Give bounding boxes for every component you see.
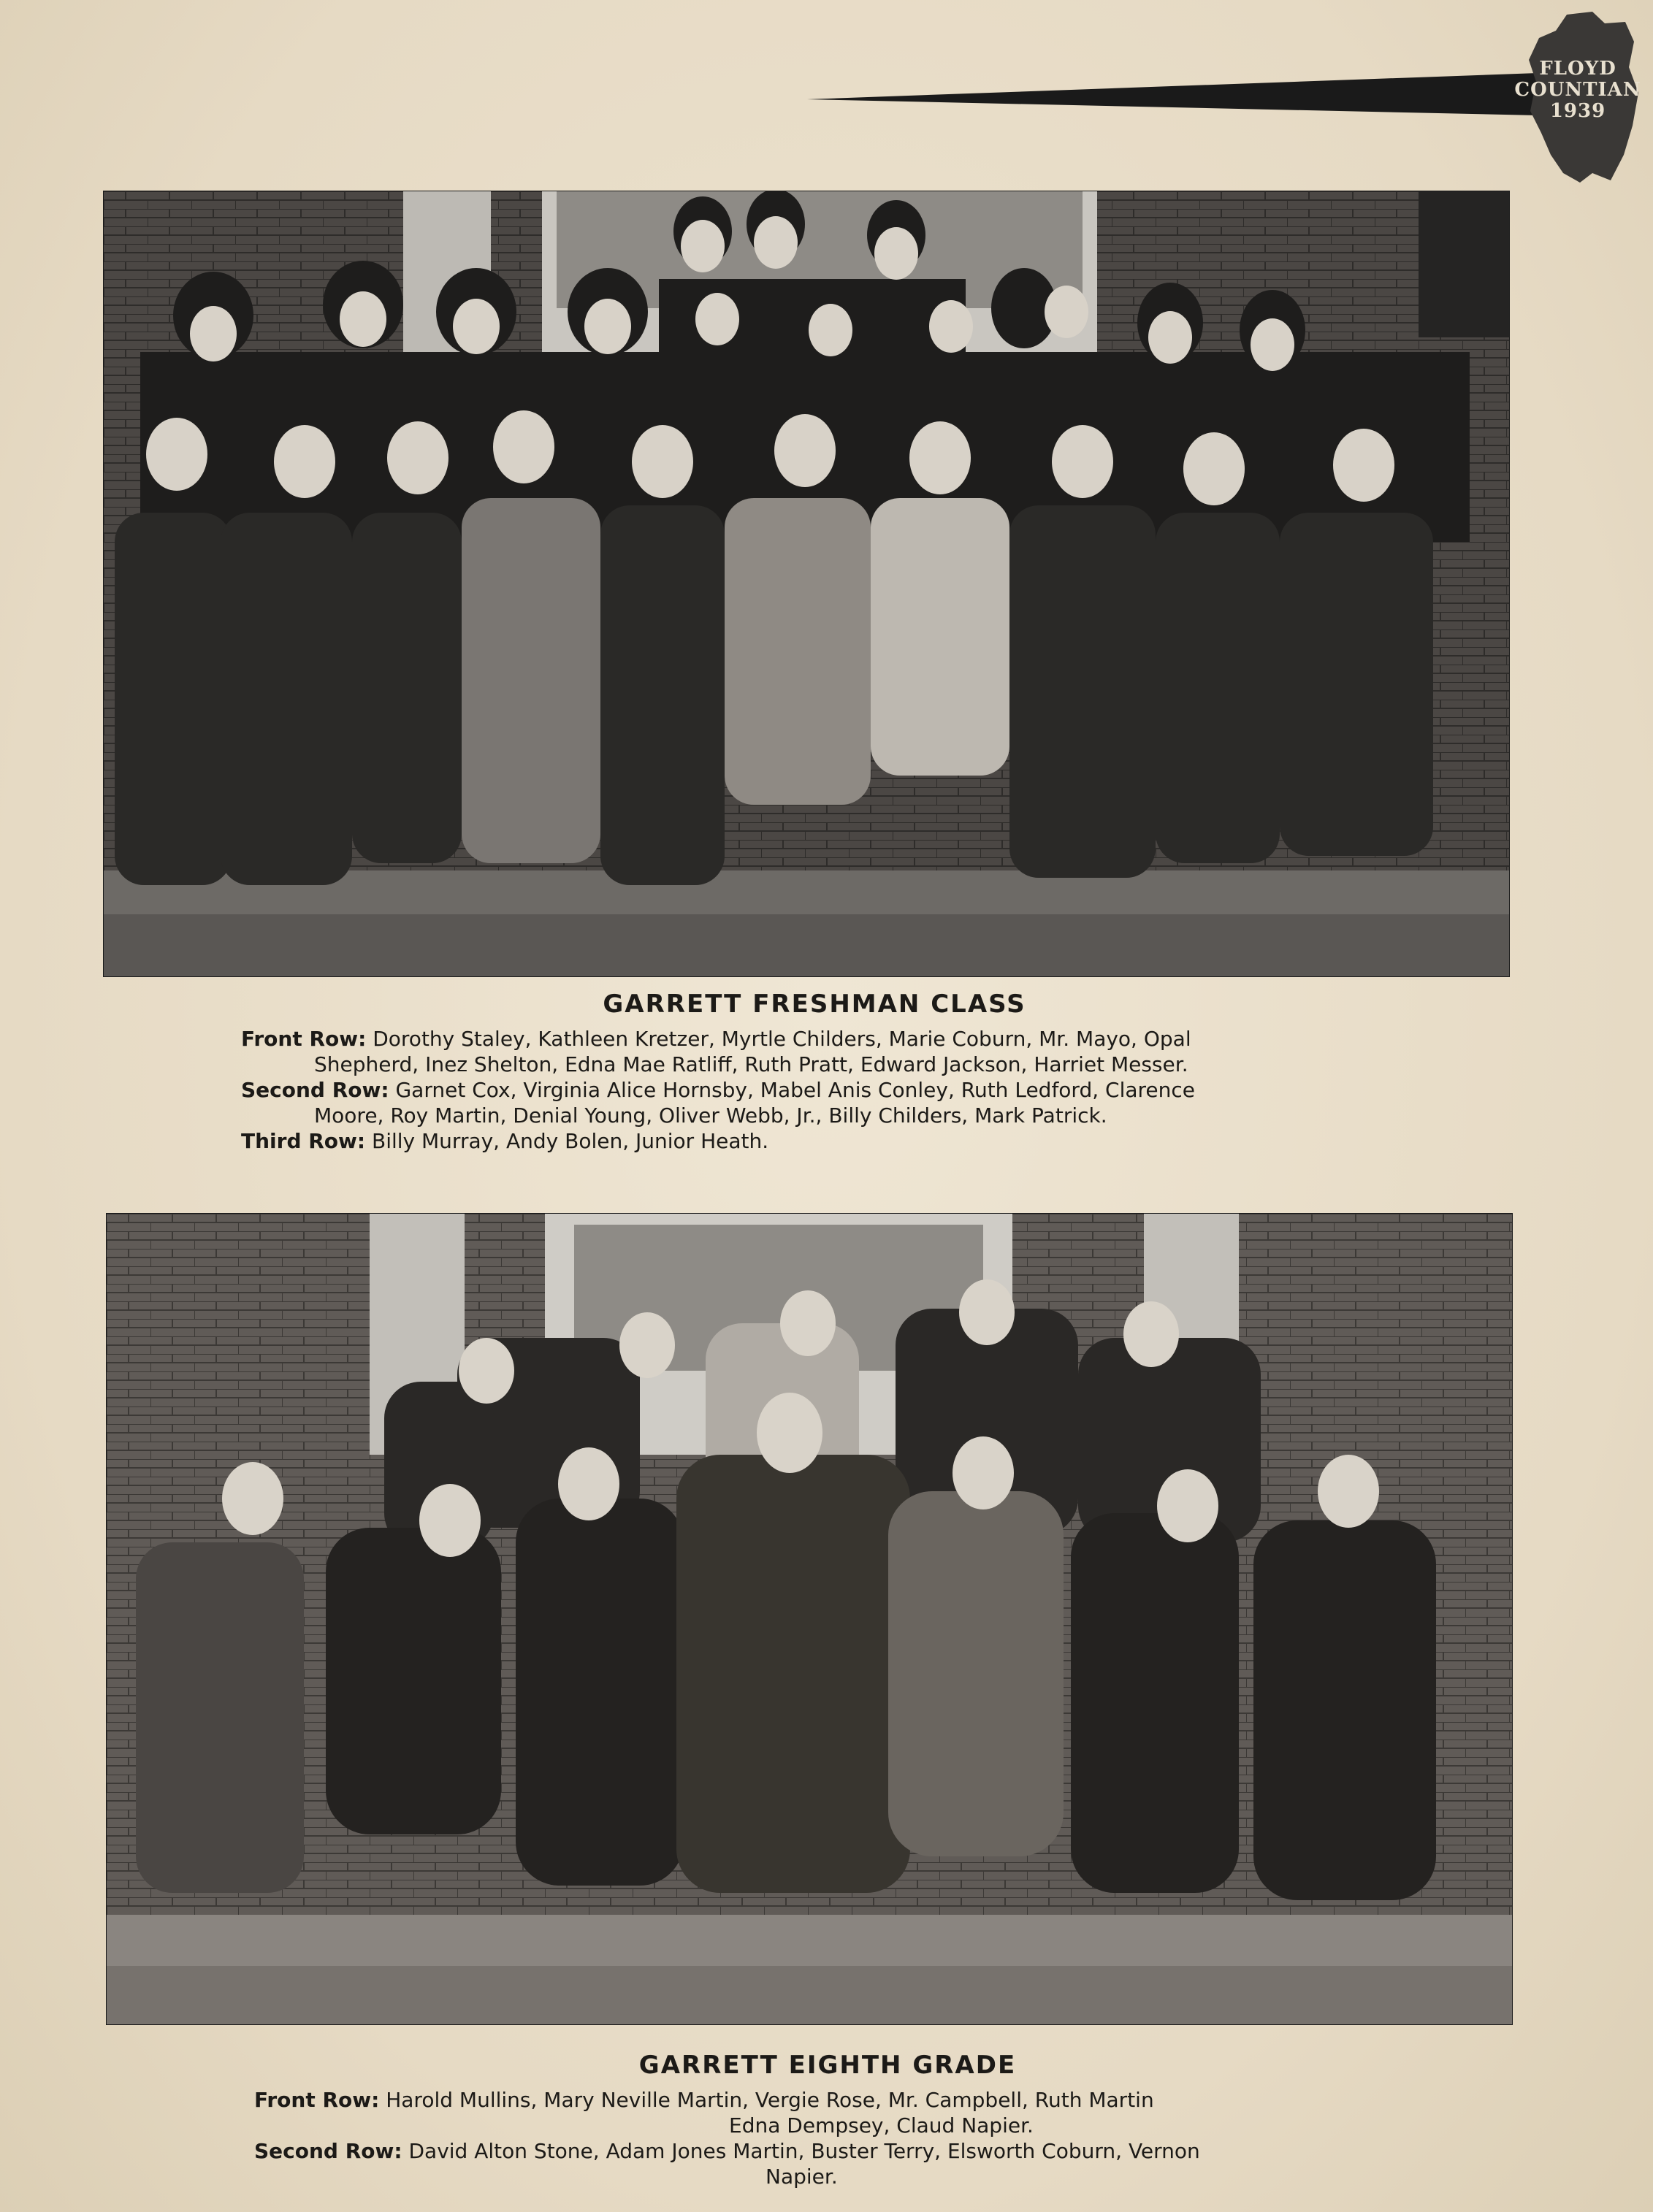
eighth-grade-title: GARRETT EIGHTH GRADE — [638, 2051, 1017, 2080]
row-names: Dorothy Staley, Kathleen Kretzer, Myrtle Childers, Marie Coburn, Mr. Mayo, Opal — [373, 1027, 1191, 1051]
header-rule — [807, 72, 1538, 117]
caption-row — [241, 1026, 1388, 1052]
row-names: Garnet Cox, Virginia Alice Hornsby, Mabel Anis Conley, Ruth Ledford, Clarence — [395, 1078, 1195, 1102]
emblem-line: COUNTIAN — [1514, 79, 1641, 101]
freshman-caption — [241, 990, 1388, 1154]
caption-row — [254, 2138, 1401, 2164]
row-label: Front Row: — [241, 1027, 367, 1051]
row-names: David Alton Stone, Adam Jones Martin, Buster Terry, Elsworth Coburn, Vernon — [408, 2139, 1200, 2163]
caption-row-continued: Moore, Roy Martin, Denial Young, Oliver Webb, Jr., Billy Childers, Mark Patrick. — [314, 1103, 1107, 1128]
caption-row — [241, 1128, 1388, 1154]
freshman-class-photo — [104, 191, 1509, 976]
row-label: Second Row: — [241, 1078, 389, 1102]
caption-row — [241, 1077, 1388, 1103]
row-names: Harold Mullins, Mary Neville Martin, Vergie Rose, Mr. Campbell, Ruth Martin — [386, 2088, 1154, 2112]
caption-row-continued: Shepherd, Inez Shelton, Edna Mae Ratliff, Ruth Pratt, Edward Jackson, Harriet Messer. — [314, 1052, 1188, 1076]
row-label: Second Row: — [254, 2139, 402, 2163]
row-label: Third Row: — [241, 1129, 366, 1153]
caption-row — [254, 2087, 1401, 2113]
caption-row-continued: Edna Dempsey, Claud Napier. — [729, 2113, 1034, 2138]
row-label: Front Row: — [254, 2088, 380, 2112]
row-names: Billy Murray, Andy Bolen, Junior Heath. — [372, 1129, 769, 1153]
eighth-grade-photo — [107, 1214, 1512, 2024]
eighth-grade-caption — [254, 2051, 1401, 2189]
caption-row-continued: Napier. — [766, 2165, 838, 2189]
emblem-line: FLOYD — [1539, 58, 1616, 80]
emblem-title — [1505, 58, 1651, 122]
freshman-title: GARRETT FRESHMAN CLASS — [603, 990, 1026, 1019]
emblem-line: 1939 — [1549, 100, 1606, 122]
